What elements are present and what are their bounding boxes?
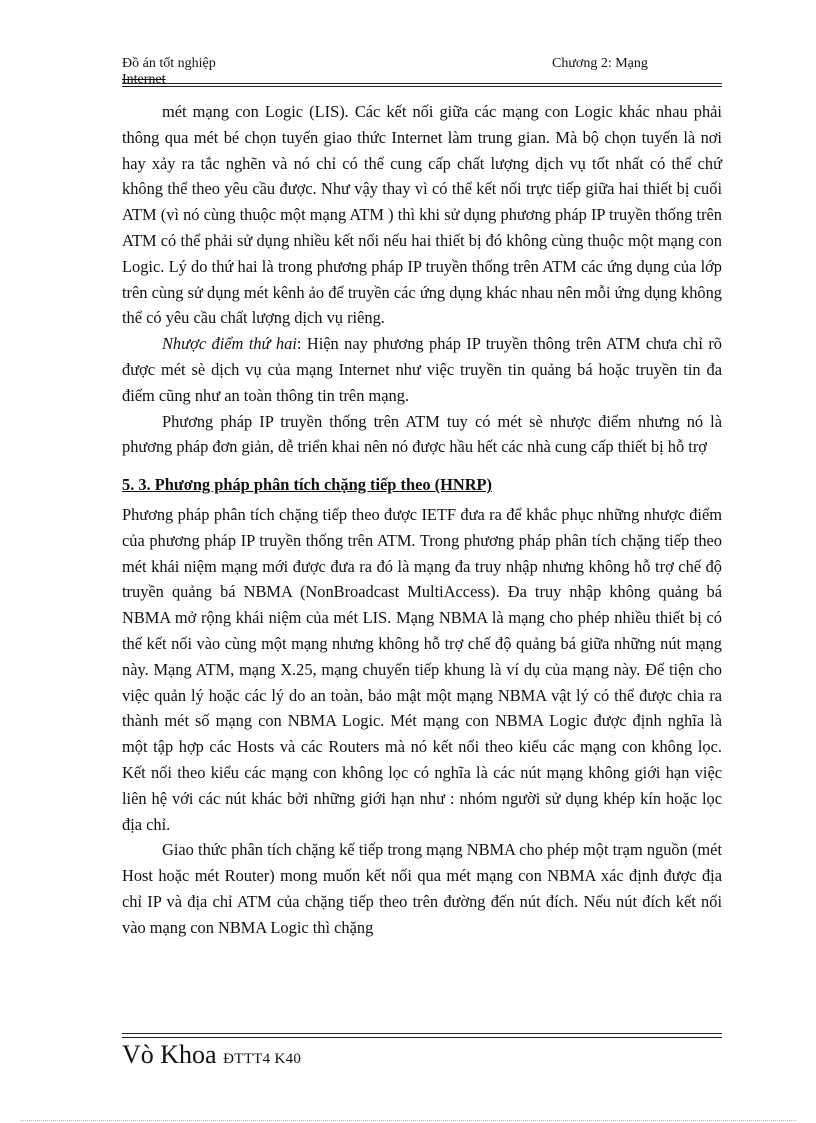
footer — [122, 1040, 301, 1074]
page-bottom-dotted-line — [20, 1120, 796, 1121]
footer-author: Vò Khoa — [122, 1040, 217, 1069]
footer-rule-top — [122, 1033, 722, 1034]
header-rule-bottom — [122, 86, 722, 87]
paragraph-5: Giao thức phân tích chặng kế tiếp trong mạng NBMA cho phép một trạm nguồn (mét Host hoặc mét Router) mong muốn kết nối qua mét mạng con NBMA xác định được địa chỉ IP và địa chỉ ATM của chặng tiếp theo trên đường đến nút đích. Nếu nút đích kết nối vào mạng con NBMA Logic thì chặng — [122, 840, 722, 937]
body-text — [122, 99, 722, 941]
header-right: Chương 2: Mạng — [552, 56, 648, 71]
paragraph-2-rest: : Hiện nay phương pháp IP truyền thông trên ATM chưa chỉ rõ được mét sè dịch vụ của mạng Internet như việc truyền tin quảng bá hoặc truyền tin đa điểm cũng như an toàn thông tin trên mạng. — [122, 334, 722, 405]
paragraph-2 — [122, 331, 722, 408]
header-rule-top — [122, 83, 722, 84]
paragraph-4: Phương pháp phân tích chặng tiếp theo được IETF đưa ra để khắc phục những nhược điểm của phương pháp IP truyền thống trên ATM. Trong phương pháp phân tích chặng tiếp theo mét khái niệm mạng mới được đưa ra đó là mạng đa truy nhập nhưng không hỗ trợ chế độ truyền quảng bá NBMA (NonBroadcast MultiAccess). Đa truy nhập không quảng bá NBMA mở rộng khái niệm của mét LIS. Mạng NBMA là mạng cho phép nhiều thiết bị có thể kết nối vào cùng một mạng nhưng không hỗ trợ chế độ quảng bá giữa những nút mạng này. Mạng ATM, mạng X.25, mạng chuyển tiếp khung là ví dụ của mạng này. Để tiện cho việc quản lý hoặc các lý do an toàn, bảo mật một mạng NBMA vật lý có thể được chia ra thành mét số mạng con NBMA Logic. Mét mạng con NBMA Logic được định nghĩa là một tập hợp các Hosts và các Routers mà nó kết nối theo kiểu các mạng con không lọc. Kết nối theo kiểu các mạng con không lọc có nghĩa là các nút mạng không giới hạn việc liên hệ với các nút khác bởi những giới hạn như : nhóm người sử dụng khép kín hoặc lọc địa chỉ. — [122, 504, 722, 834]
header-continuation: Internet — [122, 72, 166, 87]
paragraph-3: Phương pháp IP truyền thống trên ATM tuy có mét sè nhược điểm nhưng nó là phương pháp đơn giản, dễ triển khai nên nó được hầu hết các nhà cung cấp thiết bị hỗ trợ — [122, 411, 722, 457]
footer-rule-bottom — [122, 1037, 722, 1038]
section-heading: 5. 3. Phương pháp phân tích chặng tiếp theo (HNRP) — [122, 475, 492, 495]
paragraph-1: mét mạng con Logic (LIS). Các kết nối giữa các mạng con Logic khác nhau phải thông qua mét bé chọn tuyến giao thức Internet làm trung gian. Mà bộ chọn tuyến là nơi hay xảy ra tắc nghẽn và nó chỉ có thể cung cấp chất lượng dịch vụ tốt nhất có thể chứ không thể theo yêu cầu được. Như vậy thay vì có thể kết nối trực tiếp giữa hai thiết bị cuối ATM (vì nó cùng thuộc một mạng ATM ) thì khi sử dụng phương pháp IP truyền thống trên ATM có thể phải sử dụng nhiều kết nối nếu hai thiết bị đó không cùng thuộc một mạng con Logic. Lý do thứ hai là trong phương pháp IP truyền thống trên ATM các ứng dụng của lớp trên cùng sử dụng mét kênh ảo để truyền các ứng dụng khác nhau nên mỗi ứng dụng không thể có yêu cầu chất lượng dịch vụ riêng. — [122, 102, 722, 328]
paragraph-2-lead: Nhược điểm thứ hai — [162, 334, 297, 354]
footer-class: ĐTTT4 K40 — [223, 1051, 302, 1067]
header-left: Đồ án tốt nghiệp — [122, 56, 216, 71]
